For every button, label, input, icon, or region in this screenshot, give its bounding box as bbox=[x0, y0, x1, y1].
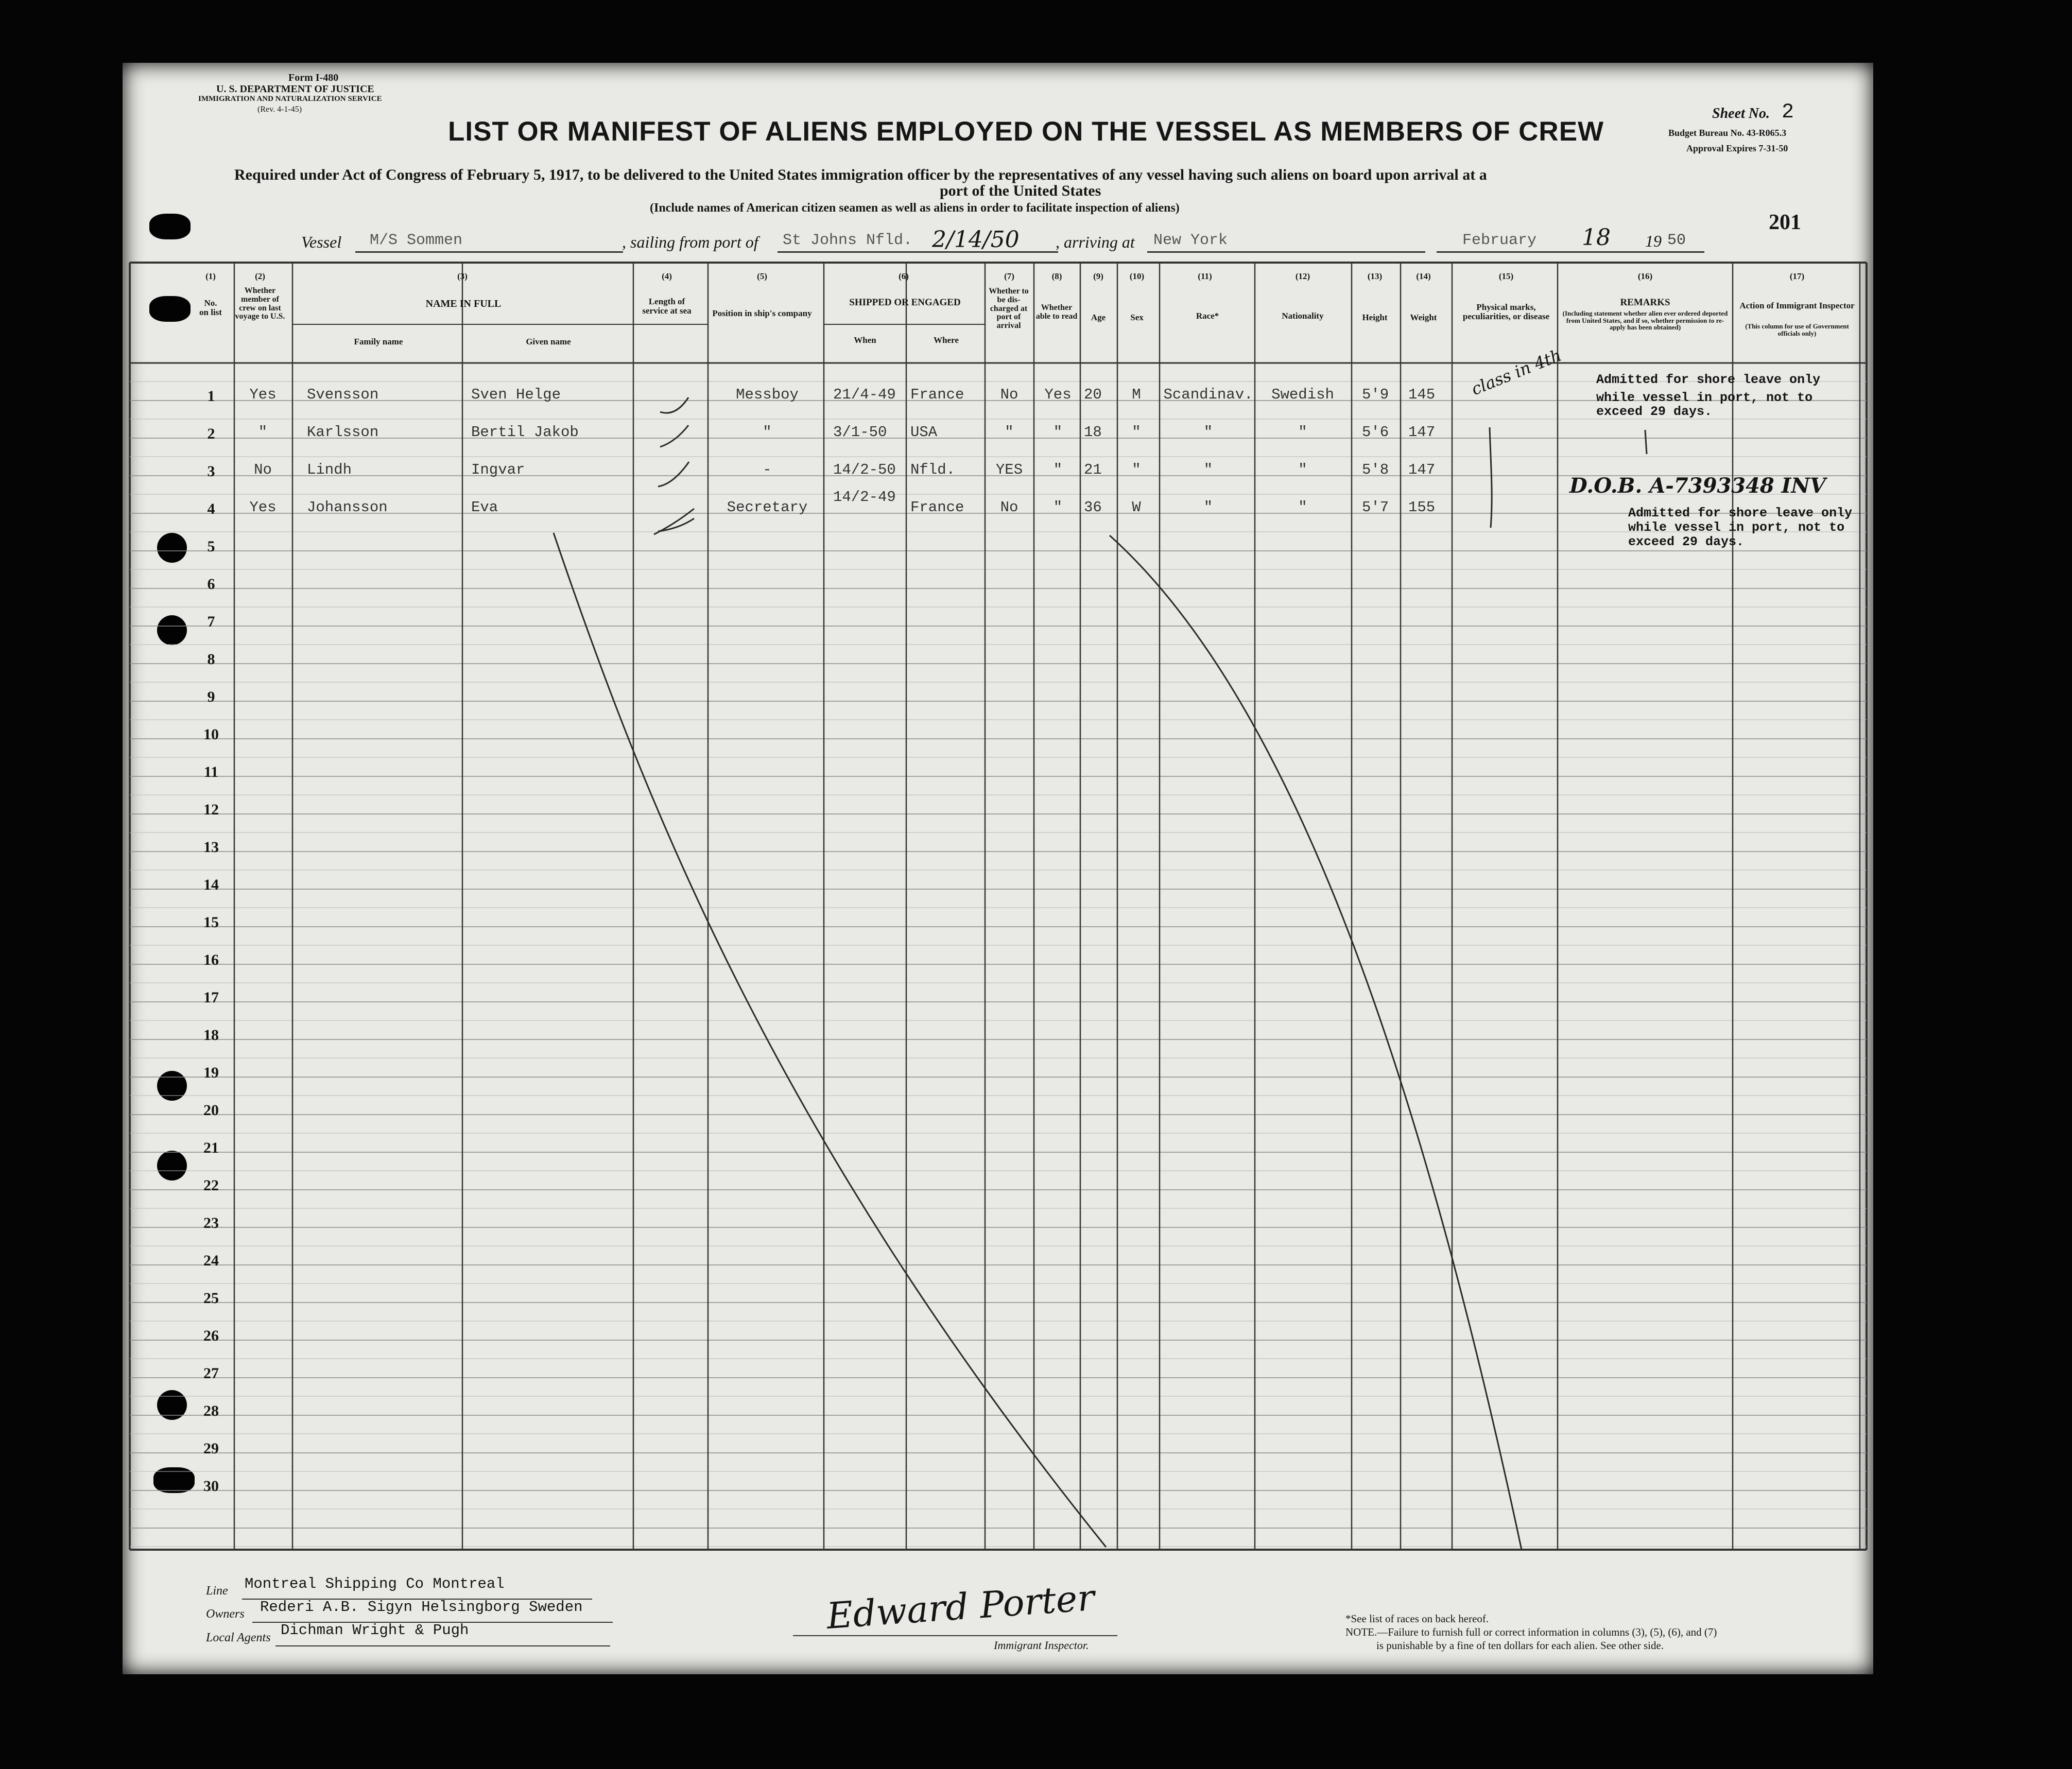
discharge-cell: No bbox=[1000, 499, 1018, 516]
handwritten-stroke bbox=[658, 462, 689, 487]
sex-cell: " bbox=[1132, 461, 1141, 478]
weight-cell: 145 bbox=[1408, 386, 1436, 403]
col-head-6a: When bbox=[854, 335, 876, 345]
line-number: 25 bbox=[203, 1290, 219, 1307]
line-number: 16 bbox=[203, 951, 219, 968]
shipped-when-cell: 14/2-50 bbox=[833, 461, 896, 478]
col-sub-16: (Including statement whether alien ever ordered deported from United States, and if so, whether permission to re-apply has been obtained) bbox=[1562, 309, 1728, 332]
vessel-name: M/S Sommen bbox=[370, 232, 463, 249]
line-number: 29 bbox=[203, 1440, 219, 1457]
races-note: *See list of races on back hereof. bbox=[1345, 1612, 1489, 1625]
race-cell: " bbox=[1203, 461, 1213, 478]
prev-voyage-cell: Yes bbox=[249, 499, 277, 516]
line-number: 7 bbox=[207, 613, 215, 630]
col-head-3b: Given name bbox=[526, 337, 571, 346]
line-number: 4 bbox=[207, 500, 215, 517]
height-cell: 5'6 bbox=[1362, 424, 1389, 441]
penalty-note-1: NOTE.—Failure to furnish full or correct information in columns (3), (5), (6), and (7) bbox=[1345, 1626, 1717, 1638]
arriving-label: , arriving at bbox=[1056, 233, 1135, 251]
col-head-15: Physical marks, peculiarities, or disease bbox=[1462, 302, 1550, 321]
remark-row1-line2: while vessel in port, not to bbox=[1596, 390, 1813, 405]
sheet-label: Sheet No. bbox=[1712, 106, 1770, 122]
line-number: 27 bbox=[203, 1365, 219, 1382]
position-cell: Messboy bbox=[736, 386, 799, 403]
col-head-9: Age bbox=[1091, 313, 1106, 322]
race-cell: Scandinav. bbox=[1163, 386, 1253, 403]
weight-cell: 147 bbox=[1408, 461, 1436, 478]
line-number: 22 bbox=[203, 1177, 219, 1194]
line-number: 20 bbox=[203, 1102, 219, 1119]
col-head-2: Whether member of crew on last voyage to U.S. bbox=[235, 286, 285, 321]
remark-row4-line3: exceed 29 days. bbox=[1628, 534, 1745, 549]
department: U. S. DEPARTMENT OF JUSTICE bbox=[216, 83, 374, 95]
sex-cell: M bbox=[1132, 386, 1141, 403]
arrival-day: 18 bbox=[1582, 224, 1611, 251]
prev-voyage-cell: Yes bbox=[249, 386, 277, 403]
sheet-number: 2 bbox=[1782, 101, 1794, 124]
arrival-year: 50 bbox=[1667, 232, 1686, 249]
shipped-where-cell: France bbox=[910, 386, 964, 403]
line-number: 15 bbox=[203, 914, 219, 931]
col-num-11: (11) bbox=[1198, 271, 1212, 281]
weight-cell: 147 bbox=[1408, 424, 1436, 441]
age-cell: 36 bbox=[1084, 499, 1102, 516]
given-name-cell: Bertil Jakob bbox=[471, 424, 579, 441]
able-to-read-cell: " bbox=[1053, 499, 1063, 516]
nationality-cell: Swedish bbox=[1271, 386, 1334, 403]
owners: Rederi A.B. Sigyn Helsingborg Sweden bbox=[260, 1599, 583, 1616]
line-number: 30 bbox=[203, 1478, 219, 1495]
inspector-label: Immigrant Inspector. bbox=[994, 1639, 1089, 1652]
col-head-10: Sex bbox=[1130, 313, 1144, 322]
col-num-16: (16) bbox=[1637, 271, 1653, 281]
remark-row1-line3: exceed 29 days. bbox=[1596, 404, 1713, 419]
line-number: 1 bbox=[207, 388, 215, 405]
family-name-cell: Karlsson bbox=[307, 424, 379, 441]
shipped-where-cell: USA bbox=[910, 424, 938, 441]
line-number: 18 bbox=[203, 1027, 219, 1044]
line-number: 14 bbox=[203, 876, 219, 893]
sex-cell: W bbox=[1132, 499, 1141, 516]
penalty-note-2: is punishable by a fine of ten dollars for each alien. See other side. bbox=[1376, 1639, 1664, 1652]
col-num-6: (6) bbox=[899, 271, 909, 281]
col-head-6b: Where bbox=[934, 335, 959, 345]
remark-row3-handwritten: D.O.B. A-7393348 INV bbox=[1569, 474, 1826, 498]
col-num-3: (3) bbox=[457, 271, 468, 281]
page-title: LIST OR MANIFEST OF ALIENS EMPLOYED ON THE VESSEL AS MEMBERS OF CREW bbox=[448, 116, 1604, 147]
nationality-cell: " bbox=[1298, 461, 1307, 478]
handwritten-stroke bbox=[554, 533, 1106, 1547]
col-num-8: (8) bbox=[1051, 271, 1062, 281]
col-head-3a: Family name bbox=[354, 337, 403, 346]
col-num-5: (5) bbox=[757, 271, 767, 281]
age-cell: 20 bbox=[1084, 386, 1102, 403]
arriving-port: New York bbox=[1153, 232, 1228, 249]
col-head-13: Height bbox=[1362, 313, 1388, 322]
col-num-17: (17) bbox=[1789, 271, 1805, 281]
sailing-port: St Johns Nfld. bbox=[783, 232, 913, 249]
prev-voyage-cell: No bbox=[254, 461, 272, 478]
local-agents: Dichman Wright & Pugh bbox=[281, 1622, 469, 1639]
col-head-7: Whether to be dis-charged at port of arrival bbox=[989, 287, 1029, 331]
service: IMMIGRATION AND NATURALIZATION SERVICE bbox=[198, 95, 382, 103]
sex-cell: " bbox=[1132, 424, 1141, 441]
col-num-1: (1) bbox=[205, 271, 216, 281]
col-num-10: (10) bbox=[1129, 271, 1145, 281]
handwritten-stroke bbox=[1490, 427, 1492, 528]
shipped-where-cell: France bbox=[910, 499, 964, 516]
owners-label: Owners bbox=[206, 1607, 245, 1621]
col-head-5: Position in ship's company bbox=[712, 308, 812, 318]
subtitle-line3: (Include names of American citizen seamen as well as aliens in order to facilitate inspection of aliens) bbox=[650, 201, 1180, 215]
col-sub-17: (This column for use of Government officials only) bbox=[1745, 322, 1849, 337]
discharge-cell: YES bbox=[995, 461, 1023, 478]
line-number: 9 bbox=[207, 688, 215, 705]
weight-cell: 155 bbox=[1408, 499, 1436, 516]
given-name-cell: Eva bbox=[471, 499, 498, 516]
stamp-number: 201 bbox=[1769, 211, 1801, 234]
line-number: 24 bbox=[203, 1252, 219, 1269]
shipped-when-cell: 14/2-49 bbox=[833, 489, 896, 506]
line-label: Line bbox=[206, 1584, 228, 1598]
age-cell: 21 bbox=[1084, 461, 1102, 478]
sailing-label: , sailing from port of bbox=[622, 233, 758, 251]
col-num-7: (7) bbox=[1004, 271, 1014, 281]
family-name-cell: Svensson bbox=[307, 386, 379, 403]
given-name-cell: Sven Helge bbox=[471, 386, 561, 403]
nationality-cell: " bbox=[1298, 424, 1307, 441]
remark-row4-line2: while vessel in port, not to bbox=[1628, 520, 1845, 535]
position-cell: - bbox=[763, 461, 772, 478]
able-to-read-cell: " bbox=[1053, 424, 1063, 441]
arrival-month: February bbox=[1462, 232, 1537, 249]
line-number: 12 bbox=[203, 801, 219, 818]
remark-row4-line1: Admitted for shore leave only bbox=[1628, 506, 1853, 521]
handwritten-stroke bbox=[1645, 430, 1647, 454]
line-number: 21 bbox=[203, 1139, 219, 1156]
family-name-cell: Lindh bbox=[307, 461, 352, 478]
subtitle-line2: port of the United States bbox=[940, 182, 1101, 199]
col-head-17: Action of Immigrant Inspector bbox=[1739, 301, 1855, 310]
col-num-4: (4) bbox=[662, 271, 672, 281]
race-cell: " bbox=[1203, 499, 1213, 516]
height-cell: 5'9 bbox=[1362, 386, 1389, 403]
col-num-2: (2) bbox=[255, 271, 265, 281]
col-head-1: No. on list bbox=[199, 298, 222, 317]
year-prefix: 19 bbox=[1645, 232, 1662, 250]
inspector-signature: Edward Porter bbox=[825, 1576, 1096, 1638]
budget-bureau: Budget Bureau No. 43-R065.3 bbox=[1668, 128, 1787, 138]
shipped-where-cell: Nfld. bbox=[910, 461, 956, 478]
line-number: 2 bbox=[207, 425, 215, 442]
race-cell: " bbox=[1203, 424, 1213, 441]
shipped-when-cell: 21/4-49 bbox=[833, 386, 896, 403]
col-head-3: NAME IN FULL bbox=[425, 298, 502, 309]
given-name-cell: Ingvar bbox=[471, 461, 525, 478]
form-number: Form I-480 bbox=[288, 72, 339, 83]
line-number: 17 bbox=[203, 989, 219, 1006]
height-cell: 5'8 bbox=[1362, 461, 1389, 478]
col-head-11: Race* bbox=[1196, 311, 1219, 321]
handwritten-stroke bbox=[1110, 535, 1522, 1550]
col-head-16: REMARKS bbox=[1620, 297, 1670, 308]
family-name-cell: Johansson bbox=[307, 499, 388, 516]
shipping-line: Montreal Shipping Co Montreal bbox=[245, 1575, 505, 1592]
discharge-cell: No bbox=[1000, 386, 1018, 403]
subtitle-line1: Required under Act of Congress of February 5, 1917, to be delivered to the United States immigration officer by the representatives of any vessel having such aliens on board upon arrival at a bbox=[234, 166, 1487, 183]
line-number: 5 bbox=[207, 538, 215, 555]
position-cell: Secretary bbox=[727, 499, 808, 516]
shipped-when-cell: 3/1-50 bbox=[833, 424, 887, 441]
col-num-13: (13) bbox=[1367, 271, 1383, 281]
height-cell: 5'7 bbox=[1362, 499, 1389, 516]
line-number: 3 bbox=[207, 463, 215, 480]
line-number: 6 bbox=[207, 576, 215, 593]
approval-expires: Approval Expires 7-31-50 bbox=[1686, 143, 1788, 153]
line-number: 26 bbox=[203, 1327, 219, 1344]
position-cell: " bbox=[763, 424, 772, 441]
discharge-cell: " bbox=[1005, 424, 1014, 441]
line-number: 19 bbox=[203, 1064, 219, 1081]
age-cell: 18 bbox=[1084, 424, 1102, 441]
nationality-cell: " bbox=[1298, 499, 1307, 516]
remark-row1-line1: Admitted for shore leave only bbox=[1596, 372, 1821, 387]
sailing-date: 2/14/50 bbox=[932, 227, 1020, 253]
agents-label: Local Agents bbox=[206, 1631, 271, 1644]
vessel-label: Vessel bbox=[301, 233, 342, 251]
col-num-9: (9) bbox=[1093, 271, 1103, 281]
col-num-14: (14) bbox=[1416, 271, 1431, 281]
col-head-4: Length of service at sea bbox=[642, 297, 692, 316]
physical-marks-handwritten: class in 4th bbox=[1469, 345, 1564, 400]
col-head-12: Nationality bbox=[1282, 311, 1324, 321]
col-num-15: (15) bbox=[1498, 271, 1514, 281]
line-number: 28 bbox=[203, 1402, 219, 1419]
able-to-read-cell: " bbox=[1053, 461, 1063, 478]
line-number: 13 bbox=[203, 839, 219, 856]
handwritten-stroke bbox=[660, 425, 688, 447]
prev-voyage-cell: " bbox=[258, 424, 268, 441]
handwritten-stroke bbox=[660, 397, 688, 413]
revision: (Rev. 4-1-45) bbox=[257, 105, 302, 114]
line-number: 11 bbox=[203, 764, 219, 781]
col-head-6: SHIPPED OR ENGAGED bbox=[849, 297, 961, 308]
col-num-12: (12) bbox=[1295, 271, 1310, 281]
line-number: 8 bbox=[207, 651, 215, 668]
line-number: 23 bbox=[203, 1215, 219, 1232]
able-to-read-cell: Yes bbox=[1044, 386, 1072, 403]
line-number: 10 bbox=[203, 726, 219, 743]
col-head-8: Whether able to read bbox=[1035, 303, 1078, 321]
col-head-14: Weight bbox=[1410, 313, 1437, 322]
